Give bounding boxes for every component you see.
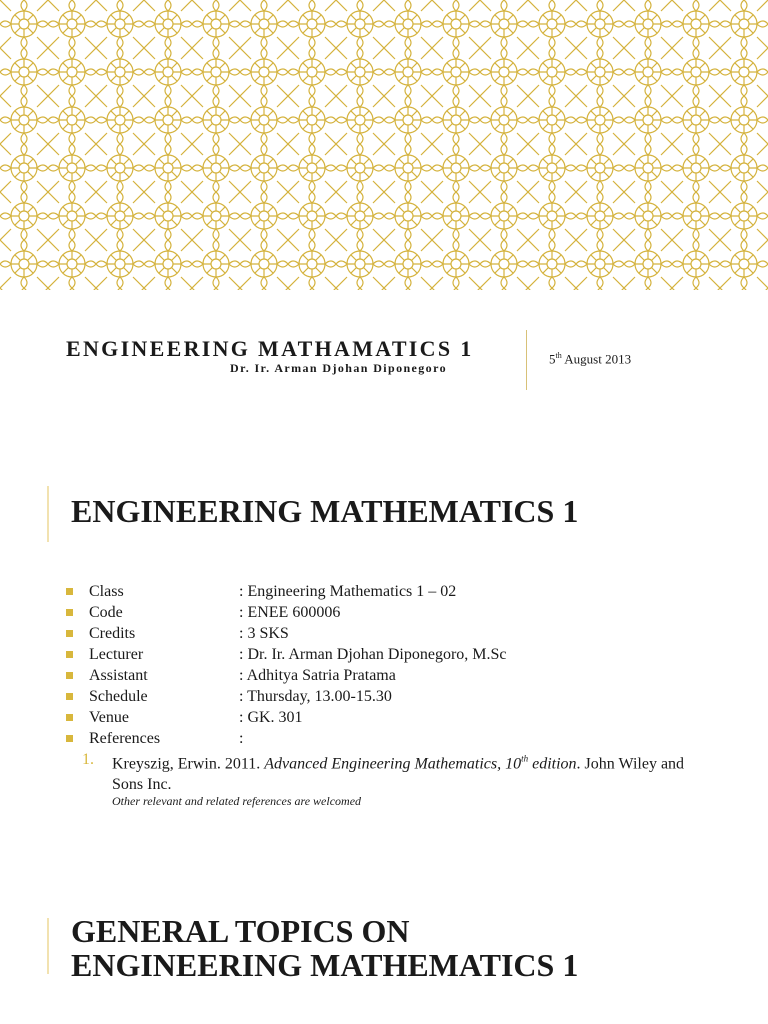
info-value: : Thursday, 13.00-15.30 — [239, 688, 392, 705]
info-label: Assistant — [89, 667, 148, 684]
info-value: : — [239, 730, 244, 747]
slide1-date — [549, 351, 631, 367]
references-note: Other relevant and related references are welcomed — [112, 794, 362, 808]
course-info-list — [66, 581, 716, 749]
date-month-year: August 2013 — [561, 351, 632, 367]
date-day: 5 — [549, 351, 556, 367]
info-label: Code — [89, 604, 123, 621]
title-divider — [526, 330, 527, 390]
bullet-icon — [66, 693, 73, 700]
reference-text — [112, 749, 712, 795]
bullet-icon — [66, 630, 73, 637]
bullet-icon — [66, 672, 73, 679]
info-label: Credits — [89, 625, 136, 642]
reference-author: Kreyszig, Erwin. 2011. — [112, 755, 265, 773]
info-row-class — [66, 581, 716, 602]
info-row-lecturer — [66, 644, 716, 665]
info-value: : 3 SKS — [239, 625, 289, 642]
info-label: Schedule — [89, 688, 148, 705]
slide3-title — [71, 914, 578, 982]
info-row-code — [66, 602, 716, 623]
reference-edition-word: edition — [528, 755, 577, 773]
slide1-title: ENGINEERING MATHAMATICS 1 — [66, 336, 474, 361]
reference-book-title: Advanced Engineering Mathematics, 10 — [264, 755, 522, 773]
bullet-icon — [66, 651, 73, 658]
info-value: : Engineering Mathematics 1 – 02 — [239, 583, 457, 600]
reference-number: 1. — [82, 751, 94, 768]
info-value: : GK. 301 — [239, 709, 303, 726]
info-label: Class — [89, 583, 124, 600]
slide1-author: Dr. Ir. Arman Djohan Diponegoro — [230, 361, 447, 375]
bullet-icon — [66, 714, 73, 721]
reference-publisher: . John Wiley and Sons Inc. — [112, 755, 685, 794]
info-row-schedule — [66, 686, 716, 707]
reference-edition-suffix: th — [521, 754, 529, 764]
decorative-pattern-banner — [0, 0, 768, 290]
info-row-venue — [66, 707, 716, 728]
info-row-references — [66, 728, 716, 749]
slide3-title-line1: GENERAL TOPICS ON — [71, 913, 410, 949]
info-value: : Adhitya Satria Pratama — [239, 667, 396, 684]
info-label: Venue — [89, 709, 129, 726]
info-label: Lecturer — [89, 646, 144, 663]
info-value: : Dr. Ir. Arman Djohan Diponegoro, M.Sc — [239, 646, 507, 663]
info-label: References — [89, 730, 161, 747]
slide3-accent-bar — [47, 918, 49, 974]
info-row-credits — [66, 623, 716, 644]
bullet-icon — [66, 735, 73, 742]
slide3-title-line2: ENGINEERING MATHEMATICS 1 — [71, 947, 579, 983]
slide2-accent-bar — [47, 486, 49, 542]
info-row-assistant — [66, 665, 716, 686]
slide2-title: ENGINEERING MATHEMATICS 1 — [71, 493, 579, 529]
bullet-icon — [66, 609, 73, 616]
date-suffix: th — [555, 351, 562, 360]
info-value: : ENEE 600006 — [239, 604, 341, 621]
bullet-icon — [66, 588, 73, 595]
